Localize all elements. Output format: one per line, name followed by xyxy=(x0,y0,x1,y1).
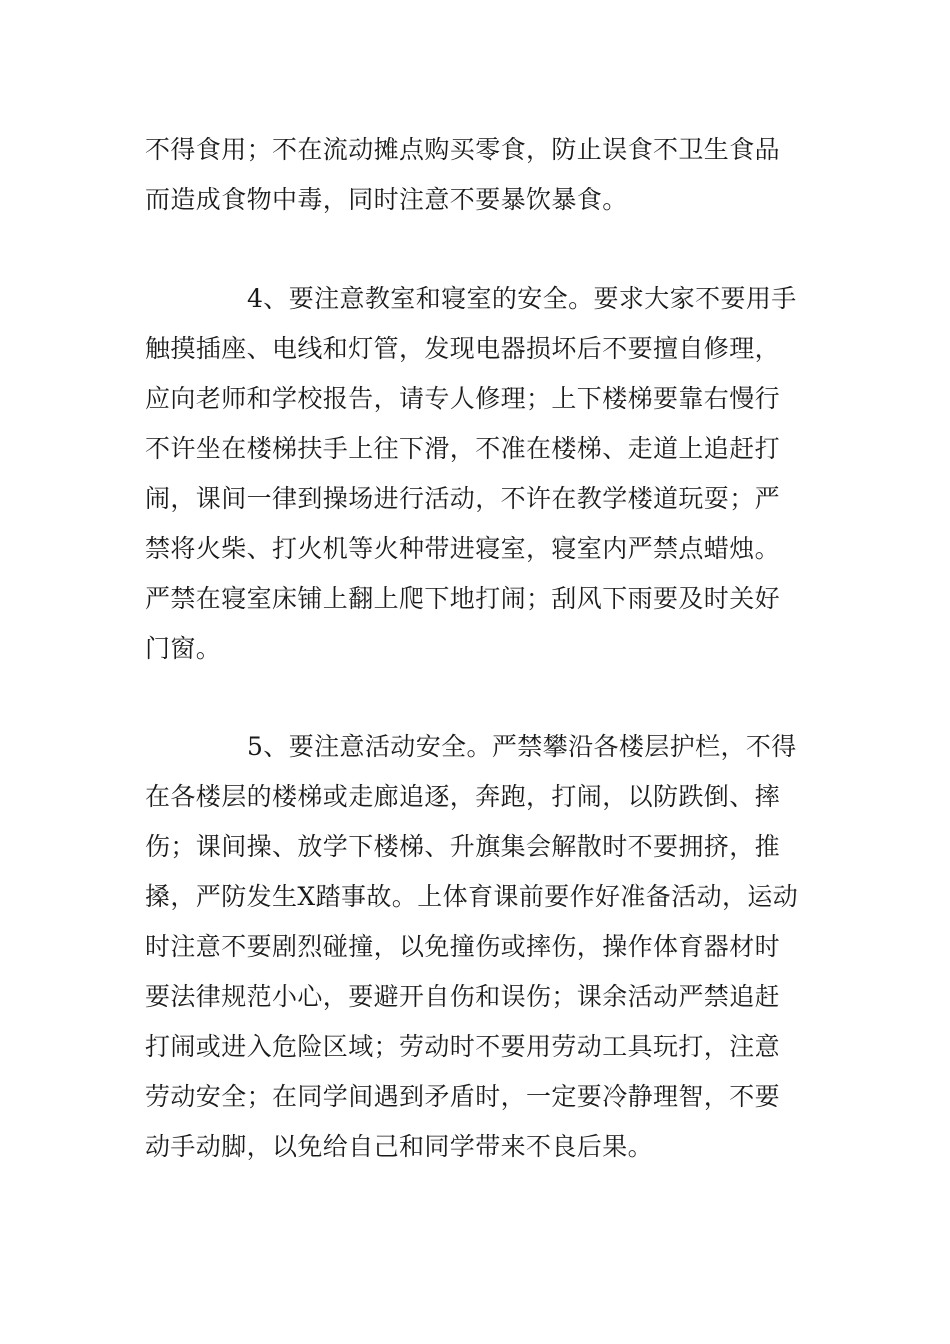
text-line: 闹，课间一律到操场进行活动，不许在教学楼道玩耍；严 xyxy=(145,484,781,513)
text-line: 要法律规范小心，要避开自伤和误伤；课余活动严禁追赶 xyxy=(145,982,781,1011)
text-line: 打闹或进入危险区域；劳动时不要用劳动工具玩打，注意 xyxy=(145,1032,781,1061)
text-line: 4、要注意教室和寝室的安全。要求大家不要用手 xyxy=(247,284,797,313)
paragraph-food-safety xyxy=(145,125,810,225)
text-line: 在各楼层的楼梯或走廊追逐，奔跑，打闹，以防跌倒、摔 xyxy=(145,782,781,811)
text-line: 动手动脚，以免给自己和同学带来不良后果。 xyxy=(145,1132,654,1161)
text-line: 严禁在寝室床铺上翻上爬下地打闹；刮风下雨要及时关好 xyxy=(145,584,781,613)
text-line: 伤；课间操、放学下楼梯、升旗集会解散时不要拥挤，推 xyxy=(145,832,781,861)
text-line: 时注意不要剧烈碰撞，以免撞伤或摔伤，操作体育器材时 xyxy=(145,932,781,961)
text-line: 不得食用；不在流动摊点购买零食，防止误食不卫生食品 xyxy=(145,135,781,164)
text-line: 门窗。 xyxy=(145,634,222,663)
text-line: 禁将火柴、打火机等火种带进寝室，寝室内严禁点蜡烛。 xyxy=(145,534,781,563)
text-line: 触摸插座、电线和灯管，发现电器损坏后不要擅自修理， xyxy=(145,334,781,363)
text-line: 不许坐在楼梯扶手上往下滑，不准在楼梯、走道上追赶打 xyxy=(145,434,781,463)
text-line: 劳动安全；在同学间遇到矛盾时，一定要冷静理智，不要 xyxy=(145,1082,781,1111)
text-line: 应向老师和学校报告，请专人修理；上下楼梯要靠右慢行 xyxy=(145,384,781,413)
text-line: 搡，严防发生X踏事故。上体育课前要作好准备活动，运动 xyxy=(145,882,799,911)
paragraph-classroom-dorm-safety xyxy=(145,274,810,674)
text-line: 而造成食物中毒，同时注意不要暴饮暴食。 xyxy=(145,185,628,214)
text-line: 5、要注意活动安全。严禁攀沿各楼层护栏，不得 xyxy=(247,732,797,761)
paragraph-activity-safety xyxy=(145,722,810,1172)
